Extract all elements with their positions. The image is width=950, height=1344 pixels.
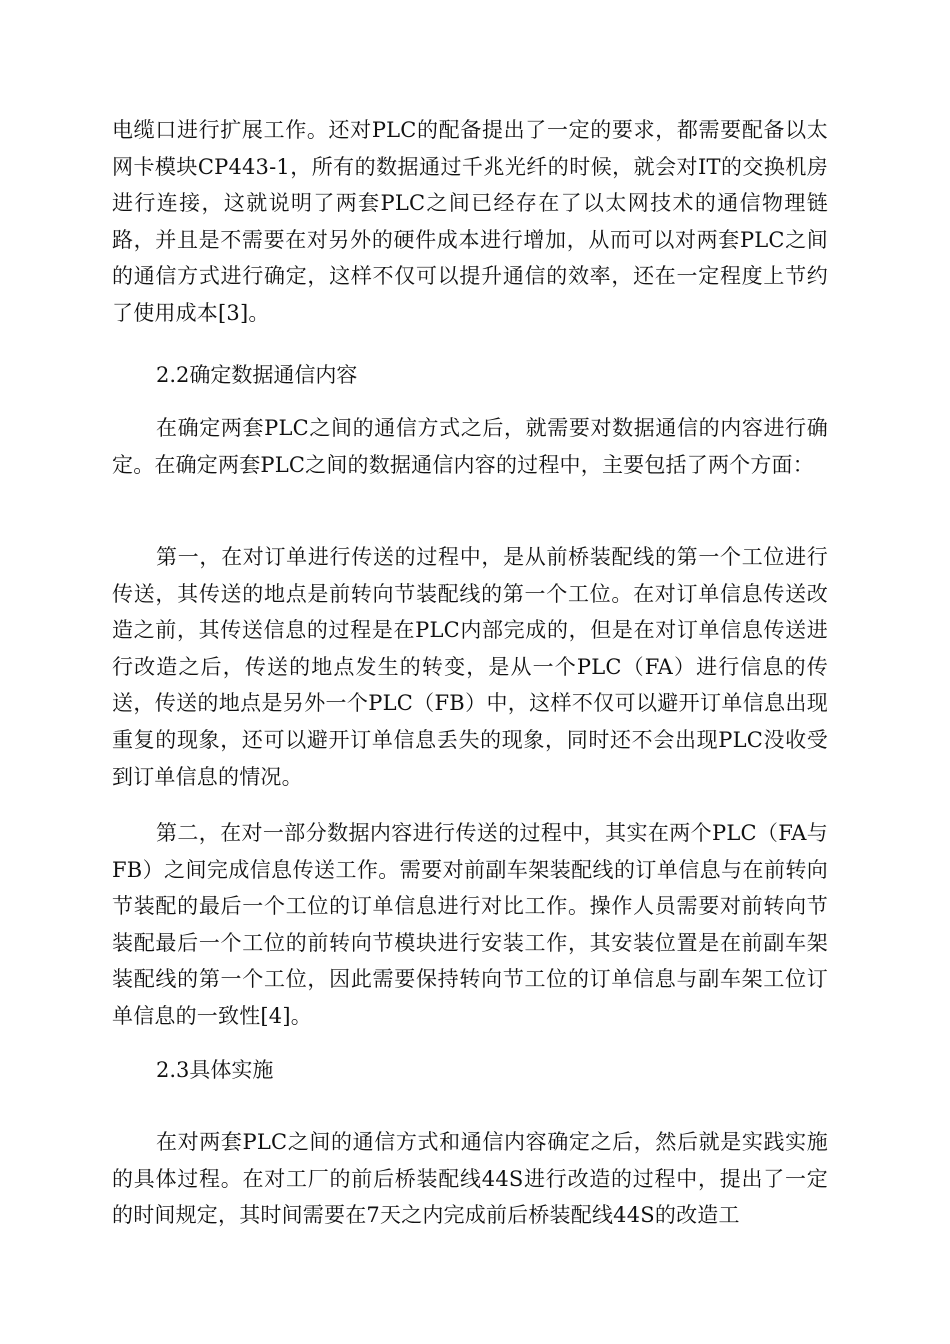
section-heading-2-2: 2.2确定数据通信内容: [156, 363, 358, 387]
paragraph-communication-content-intro: 在确定两套PLC之间的通信方式之后，就需要对数据通信的内容进行确定。在确定两套PLC之间的数据通信内容的过程中，主要包括了两个方面：: [112, 416, 828, 477]
paragraph-implementation: 在对两套PLC之间的通信方式和通信内容确定之后，然后就是实践实施的具体过程。在对工厂的前后桥装配线44S进行改造的过程中，提出了一定的时间规定，其时间需要在7天之内完成前后桥装配线44S的改造工: [112, 1130, 828, 1228]
paragraph-data-transfer: 第二，在对一部分数据内容进行传送的过程中，其实在两个PLC（FA与FB）之间完成信息传送工作。需要对前副车架装配线的订单信息与在前转向节装配的最后一个工位的订单信息进行对比工作。操作人员需要对前转向节装配最后一个工位的前转向节模块进行安装工作，其安装位置是在前副车架装配线的第一个工位，因此需要保持转向节工位的订单信息与副车架工位订单信息的一致性[4]。: [112, 821, 828, 1028]
paragraph-plc-hardware: 电缆口进行扩展工作。还对PLC的配备提出了一定的要求，都需要配备以太网卡模块CP443-1，所有的数据通过千兆光纤的时候，就会对IT的交换机房进行连接，这就说明了两套PLC之间已经存在了以太网技术的通信物理链路，并且是不需要在对另外的硬件成本进行增加，从而可以对两套PLC之间的通信方式进行确定，这样不仅可以提升通信的效率，还在一定程度上节约了使用成本[3]。: [112, 118, 828, 325]
paragraph-order-transfer: 第一，在对订单进行传送的过程中，是从前桥装配线的第一个工位进行传送，其传送的地点是前转向节装配线的第一个工位。在对订单信息传送改造之前，其传送信息的过程是在PLC内部完成的，但是在对订单信息传送进行改造之后，传送的地点发生的转变，是从一个PLC（FA）进行信息的传送，传送的地点是另外一个PLC（FB）中，这样不仅可以避开订单信息出现重复的现象，还可以避开订单信息丢失的现象，同时还不会出现PLC没收受到订单信息的情况。: [112, 545, 828, 789]
section-heading-2-3: 2.3具体实施: [156, 1058, 274, 1082]
